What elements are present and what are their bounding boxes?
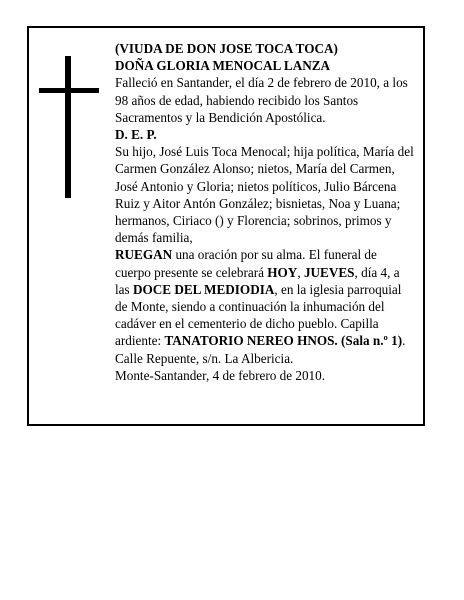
hoy-text: HOY	[267, 264, 298, 280]
family-paragraph: Su hijo, José Luis Toca Menocal; hija política, María del Carmen González Alonso; nietos, María del Carmen, José Antonio y Gloria; nietos políticos, Julio Bárcena Ruiz y Aitor Antón González; bisnietas, Noa y Luana; hermanos, Ciriaco () y Florencia; sobrinos, primos y demás familia,	[115, 144, 414, 246]
obituary-notice	[27, 26, 425, 426]
request-text-1: una oración por su alma. El funeral de cuerpo presente se celebrará	[115, 247, 377, 280]
deceased-name: DOÑA GLORIA MENOCAL LANZA	[115, 58, 331, 74]
cross-horizontal-bar	[39, 88, 99, 93]
request-text-4: , en la iglesia parroquial de Monte, siendo a continuación la inhumación del cadáver en el cementerio de dicho pueblo. Capilla ardiente:	[115, 281, 402, 349]
place-date-line: Monte-Santander, 4 de febrero de 2010.	[115, 367, 326, 383]
request-text-2: ,	[297, 264, 304, 280]
request-text-5: .	[402, 333, 406, 349]
cross-vertical-bar	[65, 56, 71, 198]
jueves-text: JUEVES	[303, 264, 355, 280]
address-line: Calle Repuente, s/n. La Albericia.	[115, 350, 294, 366]
tanatorio-text: TANATORIO NEREO HNOS. (Sala n.º 1)	[164, 333, 403, 349]
widow-line: (VIUDA DE DON JOSE TOCA TOCA)	[115, 41, 338, 56]
rip-line: D. E. P.	[115, 127, 157, 143]
notice-text	[115, 40, 415, 384]
ruegan-text: RUEGAN	[115, 247, 173, 263]
request-paragraph	[115, 246, 415, 349]
death-paragraph: Falleció en Santander, el día 2 de febrero de 2010, a los 98 años de edad, habiendo recibido los Santos Sacramentos y la Bendición Apostólica.	[115, 75, 408, 125]
doce-text: DOCE DEL MEDIODIA	[132, 281, 275, 297]
request-text-3: , día 4, a las	[115, 264, 400, 297]
cross-icon	[39, 56, 99, 198]
